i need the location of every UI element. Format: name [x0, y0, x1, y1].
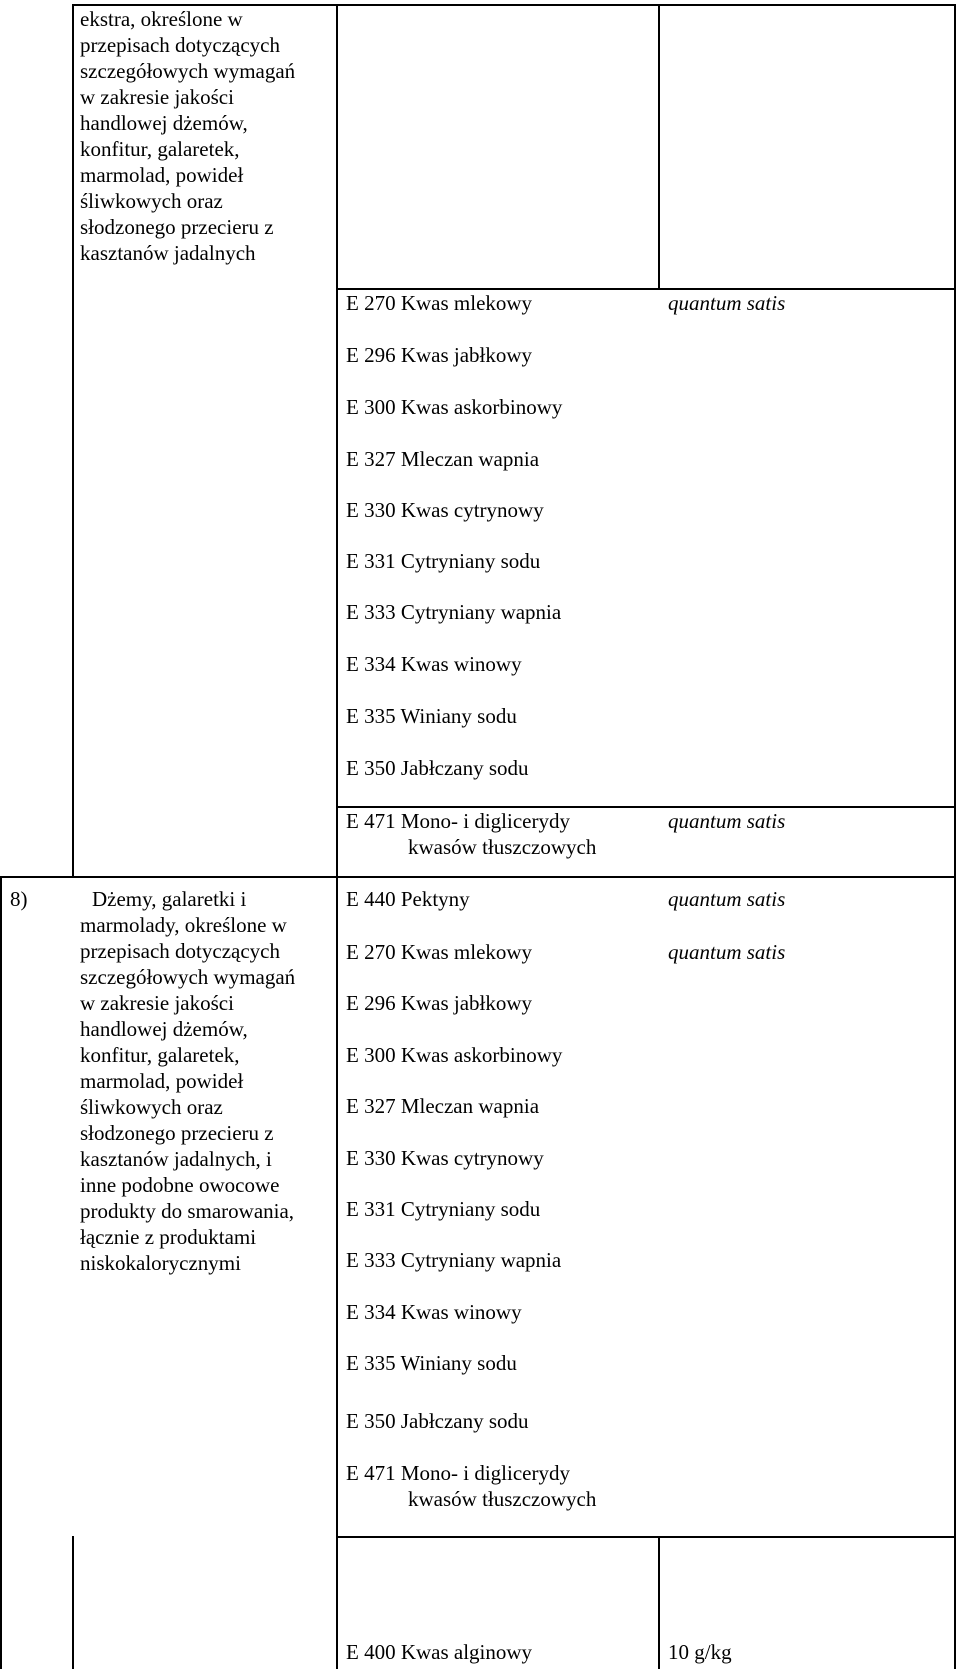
prev-additive: E 270 Kwas mlekowy: [346, 291, 533, 315]
row8-category-line: słodzonego przecieru z: [80, 1121, 274, 1145]
prev-category-line: szczegółowych wymagań: [80, 59, 296, 83]
prev-category-line: w zakresie jakości: [80, 85, 234, 109]
row8-alginic-max-level: 10 g/kg: [668, 1640, 732, 1664]
row8-category-line: niskokalorycznymi: [80, 1251, 241, 1275]
row8-additive: E 350 Jabłczany sodu: [346, 1409, 529, 1433]
prev-mono-max-level: quantum satis: [668, 809, 786, 833]
prev-additives-max-level: quantum satis: [668, 291, 786, 315]
row8-alginic: E 400 Kwas alginowy: [346, 1640, 533, 1664]
row8-additive: E 333 Cytryniany wapnia: [346, 1248, 562, 1272]
row-8-category-left-border: [72, 1536, 74, 1669]
prev-mono-line-1: E 471 Mono- i diglicerydy: [346, 809, 570, 833]
row8-category-line: inne podobne owocowe: [80, 1173, 280, 1197]
prev-additive: E 333 Cytryniany wapnia: [346, 600, 562, 624]
prev-category-line: śliwkowych oraz: [80, 189, 223, 213]
prev-additive: E 335 Winiany sodu: [346, 704, 517, 728]
prev-mono-line-2: kwasów tłuszczowych: [408, 835, 597, 859]
row8-category-line: szczegółowych wymagań: [80, 965, 296, 989]
row8-category-line: marmolad, powideł: [80, 1069, 244, 1093]
row8-category-line: handlowej dżemów,: [80, 1017, 248, 1041]
row8-category-line: konfitur, galaretek,: [80, 1043, 240, 1067]
column-divider-2: [658, 4, 660, 288]
row8-category-line: produkty do smarowania,: [80, 1199, 295, 1223]
row-8-top-border: [0, 876, 956, 878]
row-line-alginic-top: [336, 1536, 956, 1538]
row8-additive: E 335 Winiany sodu: [346, 1351, 517, 1375]
prev-additive: E 334 Kwas winowy: [346, 652, 522, 676]
row8-category-line: Dżemy, galaretki i: [92, 887, 247, 911]
prev-category-line: ekstra, określone w: [80, 7, 243, 31]
row8-category-line: kasztanów jadalnych, i: [80, 1147, 272, 1171]
prev-category-line: słodzonego przecieru z: [80, 215, 274, 239]
row8-pectin-max-level: quantum satis: [668, 887, 786, 911]
prev-additive: E 296 Kwas jabłkowy: [346, 343, 533, 367]
row8-category-line: łącznie z produktami: [80, 1225, 257, 1249]
row8-additive: E 300 Kwas askorbinowy: [346, 1043, 563, 1067]
prev-additive: E 300 Kwas askorbinowy: [346, 395, 563, 419]
row8-category-line: w zakresie jakości: [80, 991, 234, 1015]
row8-additive: E 334 Kwas winowy: [346, 1300, 522, 1324]
row8-pectin: E 440 Pektyny: [346, 887, 470, 911]
table-right-border: [954, 4, 956, 1669]
column-divider-1: [336, 4, 338, 1669]
prev-additive: E 330 Kwas cytrynowy: [346, 498, 544, 522]
prev-category-line: konfitur, galaretek,: [80, 137, 240, 161]
row8-additive: E 327 Mleczan wapnia: [346, 1094, 540, 1118]
row8-additive: E 296 Kwas jabłkowy: [346, 991, 533, 1015]
row8-category-line: śliwkowych oraz: [80, 1095, 223, 1119]
row8-additive: E 331 Cytryniany sodu: [346, 1197, 541, 1221]
prev-category-line: marmolad, powideł: [80, 163, 244, 187]
row8-mono-line-2: kwasów tłuszczowych: [408, 1487, 597, 1511]
column-divider-2-lower: [658, 1536, 660, 1669]
row-number: 8): [10, 887, 28, 911]
row8-additive: E 330 Kwas cytrynowy: [346, 1146, 544, 1170]
table-left-border: [72, 4, 74, 876]
prev-additive: E 350 Jabłczany sodu: [346, 756, 529, 780]
row8-category-line: marmolady, określone w: [80, 913, 287, 937]
prev-category-line: handlowej dżemów,: [80, 111, 248, 135]
row8-additive: E 270 Kwas mlekowy: [346, 940, 533, 964]
row8-mono-line-1: E 471 Mono- i diglicerydy: [346, 1461, 570, 1485]
row8-category-line: przepisach dotyczących: [80, 939, 280, 963]
prev-category-line: kasztanów jadalnych: [80, 241, 256, 265]
prev-category-line: przepisach dotyczących: [80, 33, 280, 57]
row-8-left-border: [0, 876, 2, 1669]
prev-additive: E 327 Mleczan wapnia: [346, 447, 540, 471]
row8-additives-max-level: quantum satis: [668, 940, 786, 964]
prev-additive: E 331 Cytryniany sodu: [346, 549, 541, 573]
